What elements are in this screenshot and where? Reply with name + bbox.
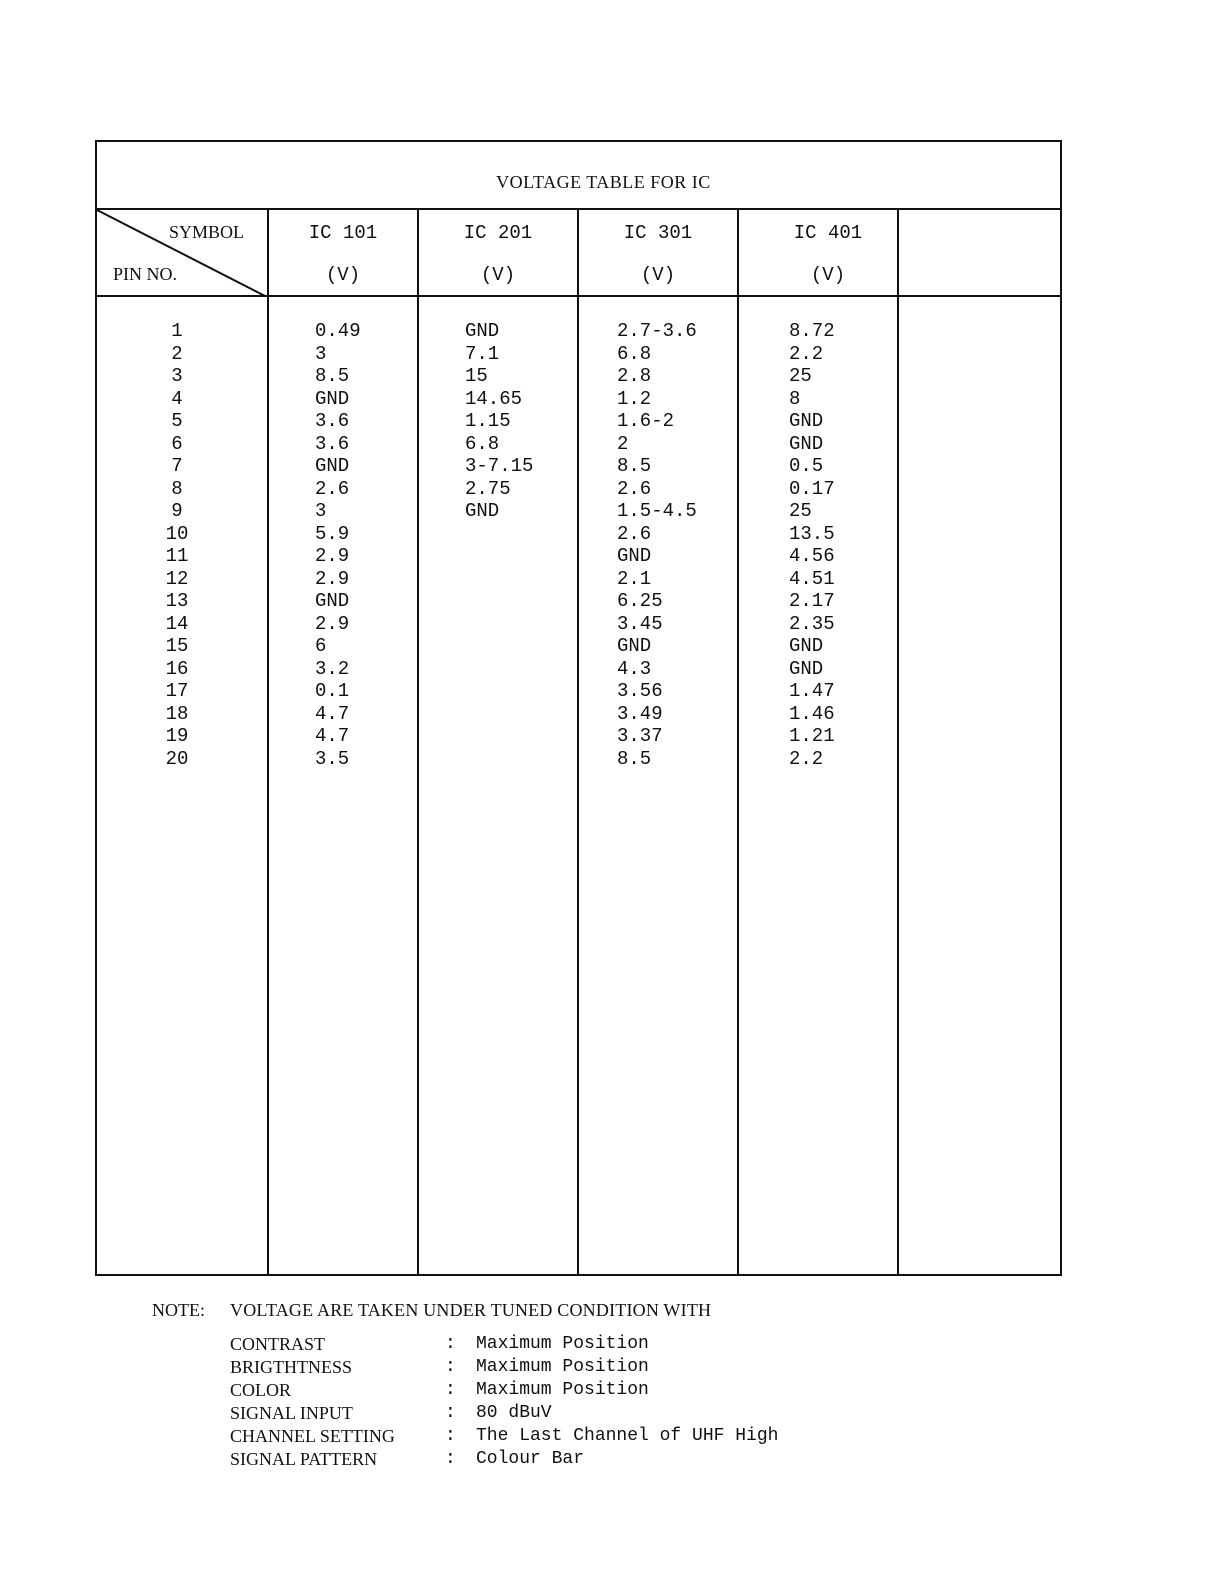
voltage-cell: GND: [789, 657, 824, 680]
column-unit: (V): [640, 264, 676, 286]
table-title-row: [97, 142, 1060, 210]
column-name: IC 201: [463, 222, 533, 244]
column-header-ic301: [579, 222, 737, 286]
voltage-cell: GND: [315, 590, 350, 612]
voltage-cell: 2.9: [315, 567, 350, 590]
pin-number-cell: 12: [165, 567, 189, 590]
pin-number-cell: 15: [165, 635, 189, 657]
voltage-cell: 2.9: [315, 612, 350, 635]
column-divider: [577, 210, 579, 1274]
voltage-cell: 25: [789, 365, 812, 387]
voltage-cell: 8.5: [617, 747, 652, 770]
voltage-cell: 5.9: [315, 522, 350, 545]
voltage-cell: 3.6: [315, 410, 350, 432]
table-title: VOLTAGE TABLE FOR IC: [496, 172, 711, 192]
voltage-cell: 15: [465, 365, 488, 387]
voltage-cell: 0.49: [315, 320, 361, 342]
voltage-cell: 1.6-2: [617, 410, 675, 432]
condition-value: 80 dBuV: [476, 1403, 552, 1423]
condition-value: Maximum Position: [476, 1380, 649, 1400]
ic201-column: [465, 320, 575, 523]
pin-number-cell: 11: [165, 545, 189, 567]
condition-name: CHANNEL SETTING: [230, 1426, 395, 1446]
voltage-cell: 3: [315, 500, 327, 522]
voltage-cell: 3.37: [617, 725, 663, 747]
voltage-cell: 2.7-3.6: [617, 320, 697, 342]
voltage-cell: 1.46: [789, 702, 835, 725]
voltage-table: [95, 140, 1062, 1276]
condition-value: Colour Bar: [476, 1449, 585, 1469]
pin-number-cell: 2: [171, 342, 183, 365]
pin-number-cell: 1: [171, 320, 183, 342]
pin-number-cell: 10: [165, 522, 189, 545]
voltage-cell: 4.7: [315, 702, 350, 725]
voltage-cell: 3-7.15: [465, 455, 534, 477]
voltage-cell: GND: [789, 410, 824, 432]
condition-separator: :: [445, 1334, 456, 1354]
voltage-cell: 13.5: [789, 522, 835, 545]
note-label: NOTE:: [152, 1300, 205, 1320]
voltage-cell: 4.51: [789, 567, 835, 590]
condition-separator: :: [445, 1380, 456, 1400]
voltage-cell: 3.56: [617, 680, 663, 702]
voltage-cell: 2.9: [315, 545, 350, 567]
column-header-ic401: [739, 222, 917, 286]
column-divider: [267, 210, 269, 1274]
condition-name: SIGNAL PATTERN: [230, 1449, 378, 1469]
note-heading: VOLTAGE ARE TAKEN UNDER TUNED CONDITION WITH: [230, 1300, 712, 1320]
condition-value: The Last Channel of UHF High: [476, 1426, 779, 1446]
voltage-cell: 0.1: [315, 680, 350, 702]
voltage-cell: 2.2: [789, 747, 824, 770]
voltage-cell: 25: [789, 500, 812, 522]
voltage-cell: 4.3: [617, 657, 652, 680]
voltage-cell: 4.56: [789, 545, 835, 567]
condition-value: Maximum Position: [476, 1334, 649, 1354]
condition-name: CONTRAST: [230, 1334, 326, 1354]
column-unit: (V): [810, 264, 846, 286]
voltage-cell: 1.2: [617, 387, 652, 410]
pin-number-cell: 8: [171, 477, 183, 500]
voltage-cell: 2.35: [789, 612, 835, 635]
voltage-cell: 3.45: [617, 612, 663, 635]
pin-number-cell: 6: [171, 432, 183, 455]
condition-value: Maximum Position: [476, 1357, 649, 1377]
voltage-cell: 6.25: [617, 590, 663, 612]
pin-number-cell: 5: [171, 410, 183, 432]
voltage-cell: 0.17: [789, 477, 835, 500]
voltage-cell: 2.6: [617, 477, 652, 500]
voltage-cell: 8.72: [789, 320, 835, 342]
voltage-cell: 1.21: [789, 725, 835, 747]
corner-pin-label: PIN NO.: [113, 264, 178, 284]
ic301-column: [617, 320, 727, 770]
column-divider: [737, 210, 739, 1274]
pin-number-cell: 18: [165, 702, 189, 725]
voltage-cell: 14.65: [465, 387, 523, 410]
voltage-cell: 3.49: [617, 702, 663, 725]
corner-symbol-label: SYMBOL: [169, 222, 245, 242]
pin-number-cell: 14: [165, 612, 189, 635]
condition-name: BRIGTHTNESS: [230, 1357, 353, 1377]
voltage-cell: 6: [315, 635, 327, 657]
condition-separator: :: [445, 1403, 456, 1423]
voltage-cell: 8: [789, 387, 801, 410]
voltage-cell: 2.1: [617, 567, 652, 590]
pin-number-cell: 17: [165, 680, 189, 702]
voltage-cell: GND: [315, 387, 350, 410]
voltage-cell: GND: [465, 320, 500, 342]
voltage-cell: 2.6: [617, 522, 652, 545]
voltage-cell: 6.8: [465, 432, 500, 455]
condition-name: SIGNAL INPUT: [230, 1403, 353, 1423]
condition-separator: :: [445, 1357, 456, 1377]
voltage-cell: 1.47: [789, 680, 835, 702]
voltage-cell: 3.2: [315, 657, 350, 680]
pin-number-cell: 9: [171, 500, 183, 522]
pin-number-cell: 3: [171, 365, 183, 387]
voltage-cell: GND: [315, 455, 350, 477]
pin-number-cell: 13: [165, 590, 189, 612]
voltage-cell: 8.5: [315, 365, 350, 387]
column-divider: [417, 210, 419, 1274]
column-unit: (V): [480, 264, 516, 286]
pin-number-cell: 19: [165, 725, 189, 747]
voltage-cell: 6.8: [617, 342, 652, 365]
voltage-cell: 2.75: [465, 477, 511, 500]
pin-number-column: [157, 320, 197, 770]
voltage-cell: 1.15: [465, 410, 511, 432]
voltage-cell: 2.8: [617, 365, 652, 387]
pin-number-cell: 7: [171, 455, 183, 477]
column-unit: (V): [325, 264, 361, 286]
voltage-cell: 3: [315, 342, 327, 365]
pin-number-cell: 20: [165, 747, 189, 770]
voltage-cell: 3.5: [315, 747, 350, 770]
voltage-cell: 0.5: [789, 455, 824, 477]
column-header-ic201: [419, 222, 577, 286]
column-name: IC 401: [793, 222, 863, 244]
pin-number-cell: 4: [171, 387, 183, 410]
voltage-cell: GND: [789, 635, 824, 657]
ic401-column: [789, 320, 899, 770]
voltage-cell: 2.17: [789, 590, 835, 612]
voltage-cell: GND: [789, 432, 824, 455]
voltage-cell: 2.2: [789, 342, 824, 365]
column-header-ic101: [269, 222, 417, 286]
voltage-cell: GND: [617, 635, 652, 657]
voltage-cell: GND: [465, 500, 500, 522]
voltage-cell: 4.7: [315, 725, 350, 747]
ic101-column: [315, 320, 405, 770]
voltage-cell: GND: [617, 545, 652, 567]
voltage-cell: 8.5: [617, 455, 652, 477]
condition-name: COLOR: [230, 1380, 292, 1400]
condition-separator: :: [445, 1449, 456, 1469]
voltage-cell: 1.5-4.5: [617, 500, 697, 522]
column-name: IC 101: [308, 222, 378, 244]
condition-separator: :: [445, 1426, 456, 1446]
voltage-cell: 2.6: [315, 477, 350, 500]
voltage-cell: 7.1: [465, 342, 500, 365]
voltage-cell: 3.6: [315, 432, 350, 455]
pin-number-cell: 16: [165, 657, 189, 680]
voltage-cell: 2: [617, 432, 629, 455]
column-name: IC 301: [623, 222, 693, 244]
